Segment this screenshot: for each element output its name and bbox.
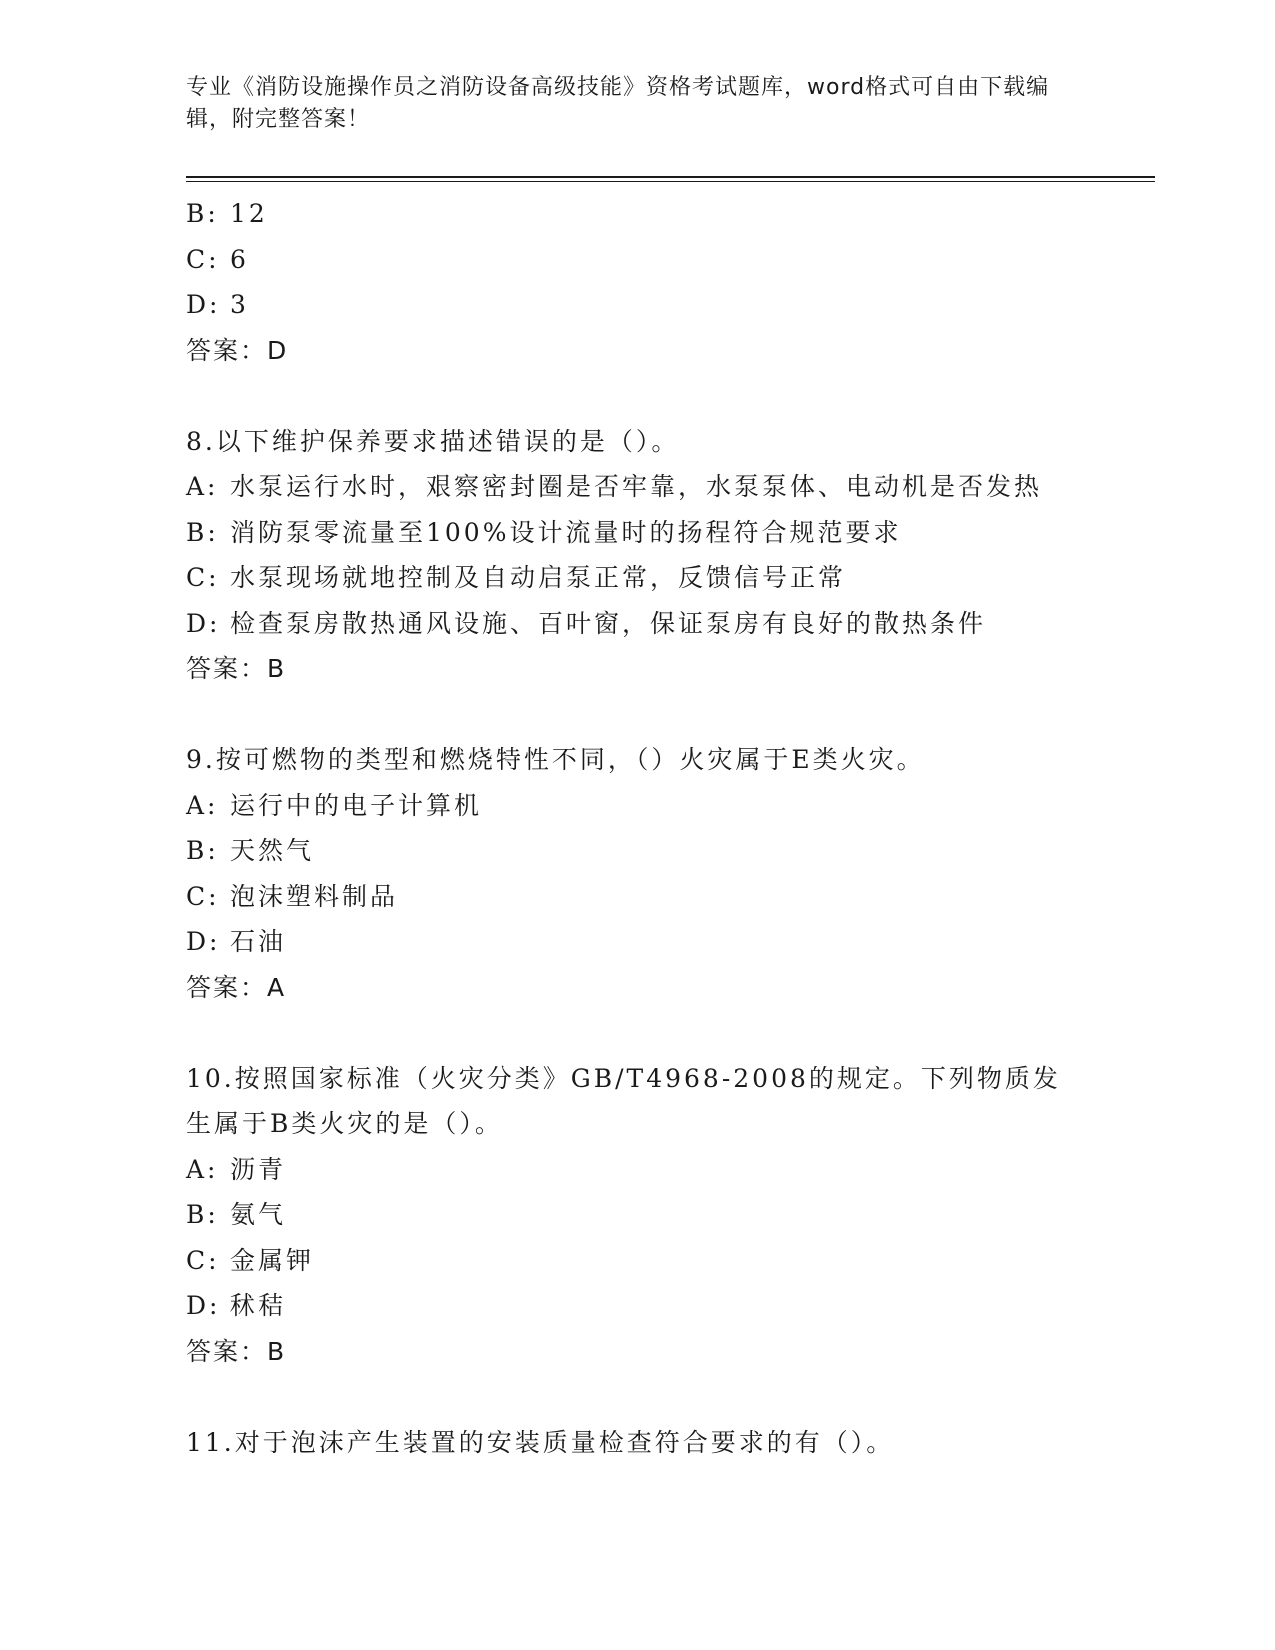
- option-text: 12: [230, 199, 268, 228]
- option-d: [186, 1283, 1086, 1329]
- option-a: [186, 783, 1086, 829]
- option-text: 检查泵房散热通风设施、百叶窗，保证泵房有良好的散热条件: [230, 608, 987, 638]
- option-d: [186, 601, 1086, 647]
- option-d: [186, 919, 1086, 965]
- option-text: 金属钾: [230, 1245, 315, 1275]
- question-9: [186, 737, 1086, 1010]
- option-c: [186, 555, 1086, 601]
- option-b: [186, 191, 1086, 237]
- option-text: 沥青: [230, 1154, 287, 1184]
- option-label: B:: [186, 199, 219, 228]
- option-c: [186, 874, 1086, 920]
- option-label: C:: [186, 563, 220, 592]
- option-b: [186, 1192, 1086, 1238]
- option-text: 水泵现场就地控制及自动启泵正常，反馈信号正常: [230, 563, 847, 592]
- option-a: [186, 464, 1086, 510]
- answer-line: 答案：B: [186, 654, 287, 683]
- option-text: 运行中的电子计算机: [230, 790, 483, 820]
- question-continued: [186, 191, 1086, 373]
- option-text: 天然气: [230, 836, 315, 865]
- question-10: [186, 1056, 1086, 1375]
- option-a: [186, 1147, 1086, 1193]
- option-label: A:: [186, 1154, 219, 1184]
- option-label: D:: [186, 290, 221, 319]
- option-label: C:: [186, 881, 220, 911]
- option-text: 泡沫塑料制品: [230, 881, 399, 911]
- option-label: C:: [186, 244, 220, 274]
- option-c: [186, 237, 1086, 283]
- option-text: 3: [230, 290, 249, 319]
- option-label: D:: [186, 927, 221, 956]
- question-text: 9.按可燃物的类型和燃烧特性不同，（）火灾属于E类火灾。: [186, 745, 925, 774]
- question-list: [186, 191, 1086, 1465]
- option-text: 氨气: [230, 1200, 287, 1229]
- option-label: C:: [186, 1245, 220, 1275]
- option-label: A:: [186, 790, 219, 820]
- answer-line: 答案：B: [186, 1336, 287, 1366]
- option-label: B:: [186, 836, 219, 865]
- answer-line: 答案：D: [186, 335, 289, 365]
- option-text: 6: [230, 244, 249, 274]
- header-divider-thick: [186, 176, 1155, 178]
- option-b: [186, 510, 1086, 556]
- question-11: [186, 1420, 1086, 1466]
- option-b: [186, 828, 1086, 874]
- question-8: [186, 419, 1086, 692]
- option-label: A:: [186, 472, 219, 501]
- option-c: [186, 1238, 1086, 1284]
- option-label: B:: [186, 1200, 219, 1229]
- header-divider-thin: [186, 181, 1155, 182]
- option-d: [186, 282, 1086, 328]
- answer-line: 答案：A: [186, 972, 287, 1002]
- question-text: 10.按照国家标准（火灾分类》GB/T4968-2008的规定。下列物质发生属于B类火灾的是（）。: [186, 1063, 1061, 1138]
- question-text: 8.以下维护保养要求描述错误的是（）。: [186, 426, 680, 456]
- option-label: B:: [186, 517, 219, 547]
- page-header: 专业《消防设施操作员之消防设备高级技能》资格考试题库，word格式可自由下载编辑，附完整答案！: [186, 75, 1050, 132]
- question-text: 11.对于泡沫产生装置的安装质量检查符合要求的有（）。: [186, 1427, 895, 1457]
- option-text: 水泵运行水时，艰察密封圈是否牢靠，水泵泵体、电动机是否发热: [230, 472, 1043, 501]
- option-text: 石油: [230, 927, 287, 956]
- option-text: 消防泵零流量至100%设计流量时的扬程符合规范要求: [230, 517, 902, 547]
- option-label: D:: [186, 1291, 221, 1320]
- option-text: 秫秸: [230, 1291, 287, 1320]
- option-label: D:: [186, 608, 221, 638]
